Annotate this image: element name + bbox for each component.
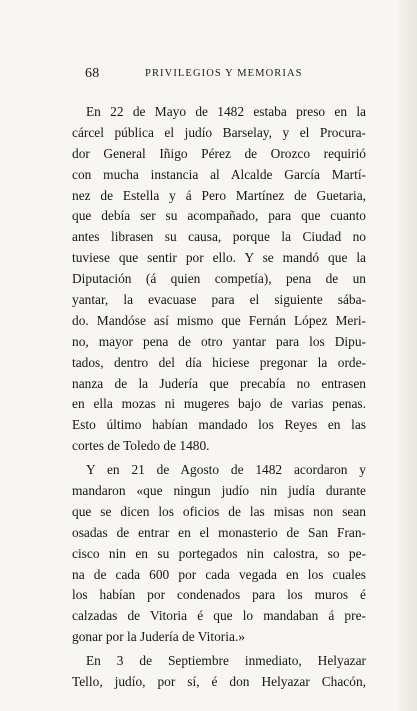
paragraph <box>72 102 366 457</box>
text-line: calzadas de Vitoria é que lo mandaban á pre- <box>72 608 366 624</box>
text-line: tados, dentro del día hiciese pregonar la orde- <box>72 354 366 370</box>
page-number: 68 <box>85 66 100 81</box>
text-line: na de cada 600 por cada vegada en los cuales <box>72 566 366 582</box>
paragraph <box>72 460 366 648</box>
text-line: cortes de Toledo de 1480. <box>72 438 210 454</box>
text-line: no, mayor pena de otro yantar para los Dipu- <box>72 333 366 349</box>
text-line: En 3 de Septiembre inmediato, Helyazar <box>86 653 366 669</box>
text-line: con mucha instancia al Alcalde García Martí- <box>72 166 366 182</box>
text-line: Esto último habían mandado los Reyes en las <box>72 417 366 433</box>
text-line: Tello, judío, por sí, é don Helyazar Chacón, <box>72 674 366 690</box>
text-line: En 22 de Mayo de 1482 estaba preso en la <box>86 104 366 119</box>
page-edge-shadow <box>399 0 417 711</box>
page-header <box>85 66 367 86</box>
text-line: nez de Estella y á Pero Martínez de Guetaria, <box>72 187 366 203</box>
running-head: PRIVILEGIOS Y MEMORIAS <box>145 68 303 79</box>
text-line: que se dicen los oficios de las misas non sean <box>72 503 366 519</box>
text-line: nanza de la Judería que precabía no entrasen <box>72 375 366 391</box>
text-line: cisco nin en su portegados nin calostra, so pe- <box>72 545 366 561</box>
text-line: mandaron «que ningun judío nin judía durante <box>72 483 366 499</box>
text-line: cárcel pública el judío Barselay, y el Procura- <box>72 124 366 140</box>
paragraph <box>72 651 366 693</box>
text-line: yantar, la evacuase para el siguiente sába- <box>72 292 366 308</box>
text-line: do. Mandóse así mismo que Fernán López Meri- <box>72 312 366 328</box>
text-line: Y en 21 de Agosto de 1482 acordaron y <box>86 462 366 478</box>
page-body <box>72 102 366 693</box>
text-line: dor General Iñigo Pérez de Orozco requirió <box>72 145 366 161</box>
text-line: en ella mozas ni mugeres bajo de varias penas. <box>72 396 366 412</box>
text-line: tuviese que sentir por ello. Y se mandó que la <box>72 250 366 266</box>
text-line: gonar por la Judería de Vitoria.» <box>72 629 245 645</box>
text-line: que debía ser su acompañado, para que cuanto <box>72 208 366 224</box>
text-line: osadas de entrar en el monasterio de San Fran- <box>72 524 366 540</box>
text-line: los habían por condenados para los muros é <box>72 587 366 603</box>
text-line: antes librasen su causa, porque la Ciudad no <box>72 229 366 245</box>
text-line: Diputación (á quien competía), pena de un <box>72 271 366 287</box>
